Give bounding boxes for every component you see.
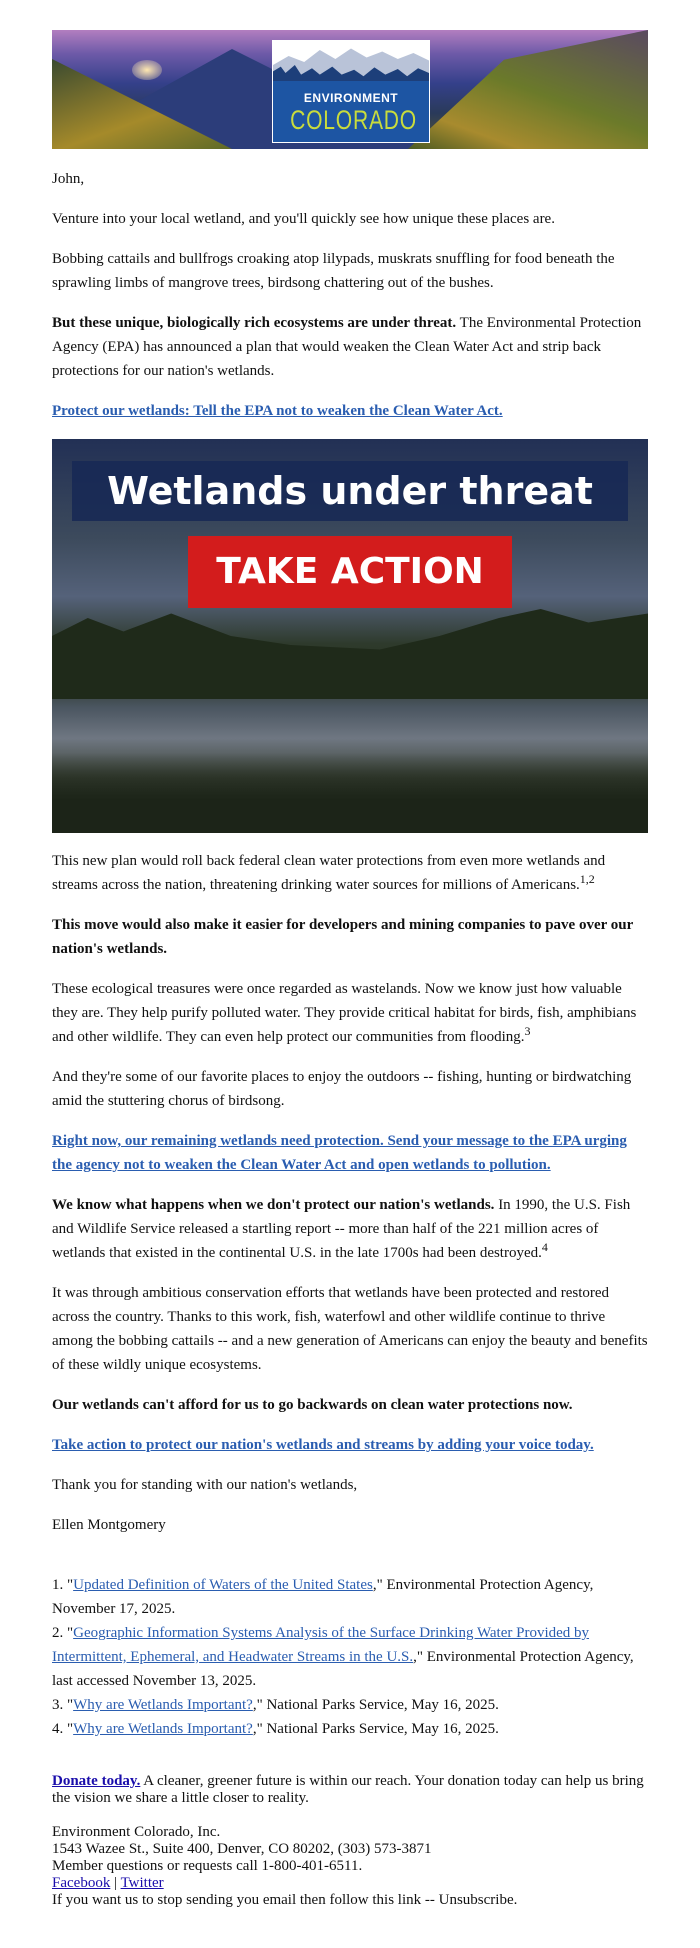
threat-text: The Environmental Protection Agency (EPA) has announced a plan that would weaken the Clean Water Act and strip back protections for our nation's wetlands. <box>52 315 642 379</box>
reference-number: 2. " <box>52 1625 74 1641</box>
org-name: Environment Colorado, Inc. <box>52 1824 221 1840</box>
developers-bold: This move would also make it easier for developers and mining companies to pave over our nation's wetlands. <box>52 917 633 957</box>
donate-line <box>52 1773 648 1807</box>
cta-paragraph-1 <box>52 399 648 423</box>
facebook-link[interactable]: Facebook <box>52 1875 111 1891</box>
protect-wetlands-link[interactable]: Protect our wetlands: Tell the EPA not to weaken the Clean Water Act. <box>52 403 503 419</box>
social-links <box>52 1875 648 1892</box>
reference-number: 3. " <box>52 1697 74 1713</box>
header-banner <box>52 30 648 149</box>
donate-link[interactable]: Donate today. <box>52 1773 141 1789</box>
environment-colorado-logo[interactable] <box>272 40 430 143</box>
footnote-ref: 3 <box>524 1024 531 1038</box>
reference-item <box>52 1717 648 1741</box>
hero-title: Wetlands under threat <box>72 461 628 521</box>
footnote-ref: 4 <box>541 1240 548 1254</box>
threat-bold: But these unique, biologically rich ecosystems are under threat. <box>52 315 457 331</box>
paragraph-developers <box>52 913 648 961</box>
history-text: In 1990, the U.S. Fish and Wildlife Service released a startling report -- more than half of the 221 million acres of wetlands that existed in the continental U.S. in the late 1700s had been destroyed. <box>52 1197 631 1261</box>
closing: Thank you for standing with our nation's wetlands, <box>52 1477 358 1493</box>
treeline <box>52 609 648 699</box>
reference-number: 1. " <box>52 1577 74 1593</box>
reference-item <box>52 1621 648 1693</box>
footer <box>52 1773 648 1909</box>
paragraph-conservation: It was through ambitious conservation efforts that wetlands have been protected and restored across the country. Thanks to this work, fish, waterfowl and other wildlife continue to thrive among the bobbing cattails -- and a new generation of Americans can enjoy the beauty and benefits of these wildly unique ecosystems. <box>52 1285 648 1373</box>
footnote-ref: 1,2 <box>579 872 595 886</box>
email-body <box>52 30 648 1909</box>
take-action-button[interactable]: TAKE ACTION <box>188 536 512 608</box>
logo-line1: ENVIRONMENT <box>303 91 399 105</box>
cta-paragraph-2 <box>52 1129 648 1177</box>
right-slope <box>408 30 648 149</box>
separator: | <box>110 1875 121 1891</box>
reference-source: ," National Parks Service, May 16, 2025. <box>252 1721 499 1737</box>
logo-line2: COLORADO <box>290 105 417 135</box>
treasures-text: These ecological treasures were once regarded as wastelands. Now we know just how valuable they are. They help purify polluted water. They provide critical habitat for birds, fish, amphibians and other wildlife. They can even help protect our communities from flooding. <box>52 981 637 1045</box>
foreground-grass <box>52 753 648 833</box>
reference-number: 4. " <box>52 1721 74 1737</box>
reference-source: ," Environmental Protection Agency, last accessed November 13, 2025. <box>52 1649 634 1689</box>
reference-source: ," National Parks Service, May 16, 2025. <box>252 1697 499 1713</box>
history-bold: We know what happens when we don't protect our nation's wetlands. <box>52 1197 495 1213</box>
paragraph-outdoors: And they're some of our favorite places to enjoy the outdoors -- fishing, hunting or birdwatching amid the stuttering chorus of birdsong. <box>52 1069 632 1109</box>
spacer <box>52 1807 648 1824</box>
backwards-bold: Our wetlands can't afford for us to go backwards on clean water protections now. <box>52 1397 573 1413</box>
org-address: 1543 Wazee St., Suite 400, Denver, CO 80202, (303) 573-3871 <box>52 1841 432 1857</box>
paragraph-threat <box>52 311 648 383</box>
signature: Ellen Montgomery <box>52 1517 166 1533</box>
reference-item <box>52 1573 648 1621</box>
paragraph-rollback <box>52 849 648 897</box>
reference-link[interactable]: Updated Definition of Waters of the United States <box>73 1577 373 1593</box>
send-message-link[interactable]: Right now, our remaining wetlands need protection. Send your message to the EPA urging the agency not to weaken the Clean Water Act and open wetlands to pollution. <box>52 1133 627 1173</box>
references-list <box>52 1573 648 1741</box>
cta-paragraph-3 <box>52 1433 648 1457</box>
paragraph-history <box>52 1193 648 1265</box>
reference-source: ," Environmental Protection Agency, November 17, 2025. <box>52 1577 594 1617</box>
reference-link[interactable]: Why are Wetlands Important? <box>73 1697 253 1713</box>
unsubscribe-line[interactable]: If you want us to stop sending you email then follow this link -- Unsubscribe. <box>52 1892 518 1908</box>
reference-link[interactable]: Why are Wetlands Important? <box>73 1721 253 1737</box>
reference-item <box>52 1693 648 1717</box>
greeting: John, <box>52 171 85 187</box>
donate-text: A cleaner, greener future is within our reach. Your donation today can help us bring the vision we share a little closer to reality. <box>52 1773 644 1806</box>
paragraph-treasures <box>52 977 648 1049</box>
paragraph-description: Bobbing cattails and bullfrogs croaking atop lilypads, muskrats snuffling for food beneath the sprawling limbs of mangrove trees, birdsong chattering out of the bushes. <box>52 251 615 291</box>
paragraph-backwards <box>52 1393 648 1417</box>
take-action-link[interactable]: Take action to protect our nation's wetlands and streams by adding your voice today. <box>52 1437 594 1453</box>
reference-link[interactable]: Geographic Information Systems Analysis of the Surface Drinking Water Provided by Intermittent, Ephemeral, and Headwater Streams in the U.S. <box>52 1625 590 1665</box>
rollback-text: This new plan would roll back federal clean water protections from even more wetlands and streams across the nation, threatening drinking water sources for millions of Americans. <box>52 853 606 893</box>
paragraph-intro: Venture into your local wetland, and you'll quickly see how unique these places are. <box>52 211 555 227</box>
take-action-image[interactable] <box>52 439 648 833</box>
twitter-link[interactable]: Twitter <box>120 1875 164 1891</box>
member-contact: Member questions or requests call 1-800-401-6511. <box>52 1858 363 1874</box>
